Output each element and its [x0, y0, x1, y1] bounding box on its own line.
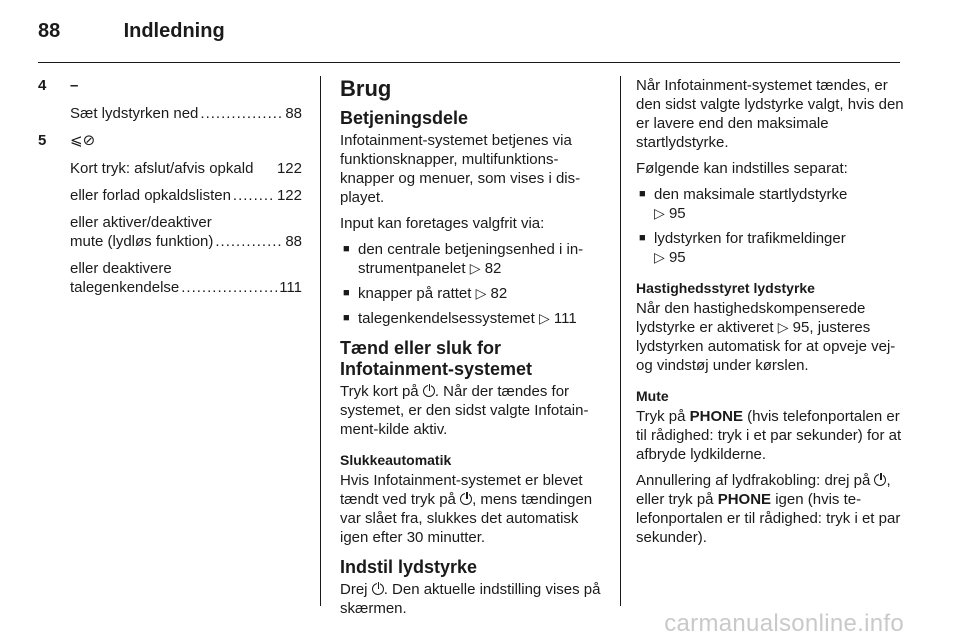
- page-ref[interactable]: 95: [668, 205, 686, 222]
- index-entry: [70, 259, 302, 297]
- paragraph: Hvis Infotainment-systemet er blevet tændt ved tryk på , mens tændingen var slået fra, slukkes det automatisk igen efter 30 minutter.: [340, 472, 593, 546]
- power-knob-icon: [423, 385, 435, 397]
- power-knob-icon: [372, 583, 384, 595]
- index-entry: [70, 213, 302, 251]
- page-number: 88: [38, 20, 61, 42]
- index-entry: [70, 104, 302, 123]
- power-knob-icon: [874, 474, 886, 486]
- entry-line: eller deaktivere: [70, 260, 172, 277]
- xref-arrow-icon: ▷: [469, 260, 481, 276]
- entry-page: 122: [276, 160, 302, 177]
- entry-line: eller aktiver/deaktiver: [70, 214, 212, 231]
- paragraph: Drej . Den aktuelle indstilling vises på skærmen.: [340, 581, 601, 617]
- right-column: [636, 76, 904, 554]
- entry-page: 88: [285, 105, 302, 122]
- key-4-row: [38, 76, 302, 98]
- column-divider: [620, 76, 621, 606]
- paragraph: Annullering af lydfrakobling: drej på , eller tryk på PHONE igen (hvis te-lefonportalen er til rådighed: tryk i et par sekunder).: [636, 472, 901, 546]
- paragraph: Når den hastighedskompenserede lydstyrke er aktiveret ▷ 95, justeres lydstyrken automatisk for at opveje vej- og vindstøj under kørslen.: [636, 300, 896, 374]
- list-item: ■ den maksimale startlydstyrke ▷ 95: [636, 185, 904, 223]
- entry-page: 111: [279, 279, 302, 296]
- entry-label: eller forlad opkaldslisten: [70, 187, 231, 204]
- key-number: 4: [38, 77, 47, 94]
- page-header: [38, 20, 225, 43]
- subsection-title: Indstil lydstyrke: [340, 557, 478, 577]
- page-ref[interactable]: 111: [553, 310, 577, 327]
- paragraph: Tryk kort på . Når der tændes for systemet, er den sidst valgte Infotain-ment-kilde aktiv.: [340, 383, 589, 438]
- subsection-title: Betjeningsdele: [340, 108, 469, 128]
- xref-arrow-icon: ▷: [475, 285, 487, 301]
- column-divider: [320, 76, 321, 606]
- xref-arrow-icon: ▷: [654, 249, 665, 265]
- xref-arrow-icon: ▷: [654, 205, 665, 221]
- bullet-list: [340, 240, 604, 328]
- entry-page: 88: [285, 233, 302, 250]
- paragraph: Når Infotainment-systemet tændes, er den sidst valgte lydstyrke valgt, hvis den er lavere end den maksimale startlydstyrke.: [636, 77, 904, 151]
- key-5-row: [38, 131, 302, 153]
- header-rule: [38, 62, 900, 63]
- phone-end-icon: ⩽⊘: [70, 132, 96, 149]
- key-number: 5: [38, 132, 47, 149]
- page-ref[interactable]: 82: [490, 285, 508, 302]
- xref-arrow-icon: ▷: [538, 310, 550, 326]
- paragraph: Tryk på PHONE (hvis telefonportalen er til rådighed: tryk i et par sekunder) for at afbryde lydkilderne.: [636, 408, 902, 463]
- paragraph: Følgende kan indstilles separat:: [636, 160, 848, 177]
- left-column: [38, 76, 302, 305]
- minor-heading: Slukkeautomatik: [340, 452, 452, 468]
- page-ref[interactable]: 95: [792, 319, 810, 336]
- page-title: Indledning: [123, 20, 225, 42]
- watermark: carmanualsonline.info: [664, 610, 904, 637]
- minor-heading: Hastighedsstyret lydstyrke: [636, 280, 815, 296]
- paragraph: Infotainment-systemet betjenes via funktionsknapper, multifunktions-knapper og menuer, som vises i dis-playet.: [340, 132, 581, 206]
- list-item: ■ lydstyrken for trafikmeldinger ▷ 95: [636, 229, 904, 267]
- entry-label: Kort tryk: afslut/afvis opkald: [70, 160, 254, 177]
- power-knob-icon: [460, 493, 472, 505]
- bullet-list: [636, 185, 904, 267]
- page-ref[interactable]: 82: [484, 260, 502, 277]
- entry-label: Sæt lydstyrken ned: [70, 105, 199, 122]
- index-entry: [70, 159, 302, 178]
- key-symbol: –: [70, 77, 79, 94]
- list-item: ■ talegenkendelsessystemet ▷ 111: [340, 309, 604, 328]
- section-heading: Brug: [340, 76, 392, 101]
- index-entry: [70, 186, 302, 205]
- page-ref[interactable]: 95: [668, 249, 686, 266]
- middle-column: [340, 76, 604, 625]
- xref-arrow-icon: ▷: [777, 319, 789, 335]
- list-item: ■ den centrale betjeningsenhed i in-strumentpanelet ▷ 82: [340, 240, 604, 278]
- entry-page: 122: [276, 187, 302, 204]
- phone-key-label: PHONE: [717, 491, 772, 508]
- paragraph: Input kan foretages valgfrit via:: [340, 215, 545, 232]
- entry-label: talegenkendelse: [70, 279, 180, 296]
- entry-label: mute (lydløs funktion): [70, 233, 214, 250]
- subsection-title: Tænd eller sluk for Infotainment-systemet: [340, 338, 533, 379]
- minor-heading: Mute: [636, 388, 669, 404]
- list-item: ■ knapper på rattet ▷ 82: [340, 284, 604, 303]
- phone-key-label: PHONE: [689, 408, 743, 425]
